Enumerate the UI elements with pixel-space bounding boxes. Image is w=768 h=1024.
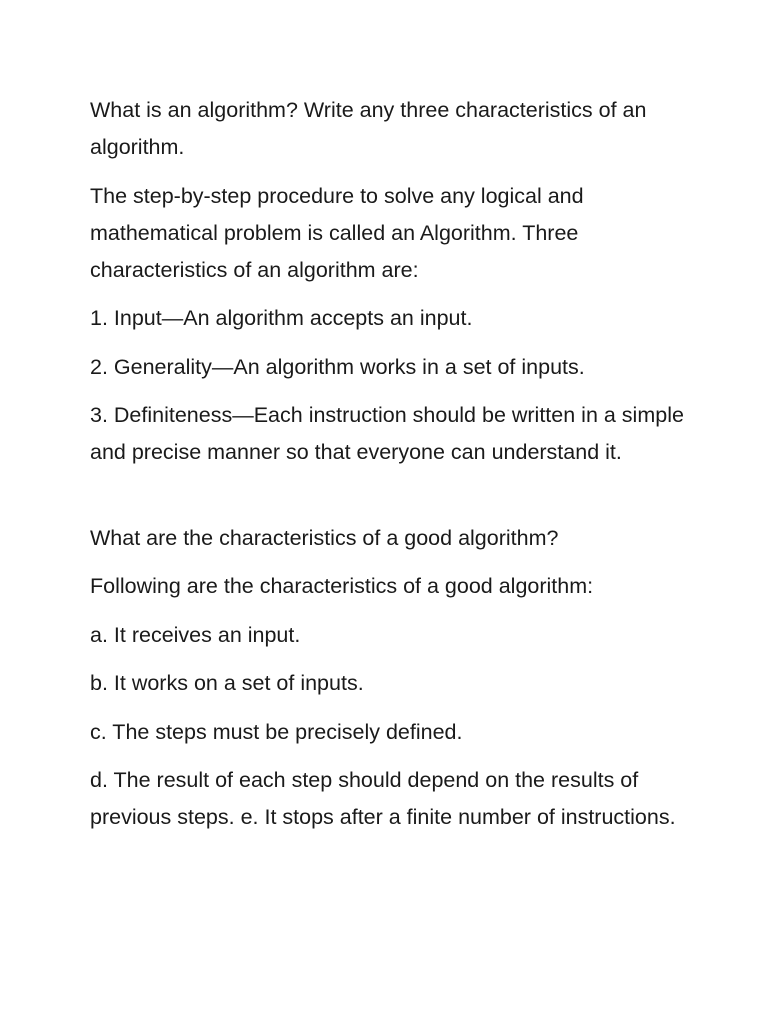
list-item: 3. Definiteness—Each instruction should be written in a simple and precise manner so that everyone can understand it. — [90, 403, 684, 464]
question-text: What is an algorithm? Write any three characteristics of an algorithm. — [90, 98, 647, 159]
list-item: a. It receives an input. — [90, 622, 301, 647]
section-algorithm-definition — [90, 92, 690, 471]
list-item: b. It works on a set of inputs. — [90, 671, 364, 695]
answer-text: The step-by-step procedure to solve any logical and mathematical problem is called an Algorithm. Three characteristics of an algorithm are: — [90, 183, 584, 282]
section-good-algorithm — [90, 520, 690, 837]
question-text: What are the characteristics of a good algorithm? — [90, 525, 559, 550]
list-item: d. The result of each step should depend on the results of previous steps. e. It stops after a finite number of instructions. — [90, 768, 676, 829]
list-item: c. The steps must be precisely defined. — [90, 719, 463, 744]
list-item: 2. Generality—An algorithm works in a set of inputs. — [90, 354, 585, 379]
section-spacer — [90, 483, 690, 520]
list-item: 1. Input—An algorithm accepts an input. — [90, 306, 473, 330]
answer-text: Following are the characteristics of a good algorithm: — [90, 574, 594, 598]
document-page — [90, 92, 690, 848]
